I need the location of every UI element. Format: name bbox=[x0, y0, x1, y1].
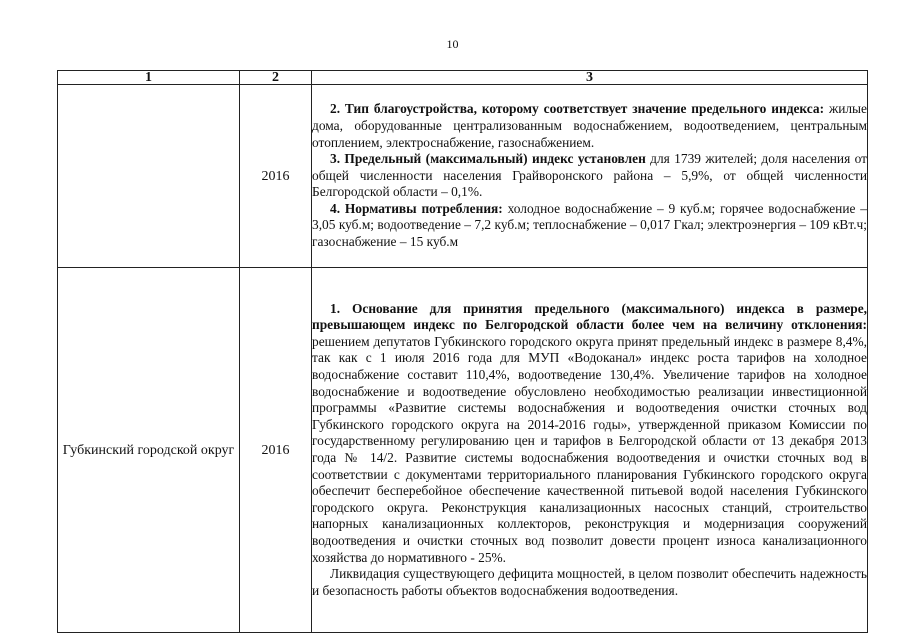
table-header-row bbox=[58, 71, 868, 85]
paragraph bbox=[312, 151, 867, 201]
paragraph-text: холодное водоснабжение – 9 куб.м; горячее водоснабжение – 3,05 куб.м; водоотведение – 7,2 куб.м; теплоснабжение – 0,017 Гкал; электроэнергия – 109 кВт.ч; газоснабжение – 15 куб.м bbox=[312, 200, 867, 250]
paragraph-heading: 4. Нормативы потребления: bbox=[330, 200, 503, 216]
paragraph-text: решением депутатов Губкинского городского округа принят предельный индекс в размере 8,4%, так как с 1 июля 2016 года для МУП «Водоканал» индекс роста тарифов на холодное водоснабжение составит 110,4%, водоотведение 130,4%. Увеличение тарифов на холодное водоснабжение и водоотведение обусловлено необходимостью реализации инвестиционной программы «Развитие системы водоснабжения и водоотведения очистки сточных вод Губкинского городского округа на 2014-2016 годы», утвержденной приказом Комиссии по государственному регулированию цен и тарифов в Белгородской области от 13 декабря 2013 года № 14/2. Развитие системы водоснабжения водоотведения и очистки сточных вод в соответствии с документами территориального планирования Губкинского городского округа обеспечит бесперебойное обеспечение качественной питьевой водой населения Губкинского городского округа. Реконструкция канализационных насосных станций, строительство напорных канализационных коллекторов, реконструкция и модернизация сооружений водоотведения и очистки сточных вод позволит довести процент износа канализационного хозяйства до нормативного - 25%. bbox=[312, 333, 867, 565]
paragraph bbox=[312, 566, 867, 599]
table-row bbox=[58, 85, 868, 268]
column-header-2: 2 bbox=[240, 71, 312, 85]
paragraph-heading: 2. Тип благоустройства, которому соответствует значение предельного индекса: bbox=[330, 101, 825, 117]
paragraph-heading: 1. Основание для принятия предельного (максимального) индекса в размере, превышающем индекс по Белгородской области более чем на величину отклонения: bbox=[312, 300, 867, 333]
paragraph-heading: 3. Предельный (максимальный) индекс установлен bbox=[330, 151, 646, 167]
paragraph-text: жилые дома, оборудованные централизованным водоснабжением, водоотведением, центральным отоплением, электроснабжение, газоснабжением. bbox=[312, 101, 867, 150]
year-cell: 2016 bbox=[240, 85, 312, 268]
document-table bbox=[57, 70, 868, 633]
year-cell: 2016 bbox=[240, 268, 312, 633]
table-row bbox=[58, 268, 868, 633]
paragraph bbox=[312, 101, 867, 151]
paragraph bbox=[312, 301, 867, 567]
description-cell bbox=[312, 85, 868, 268]
paragraph-text: Ликвидация существующего дефицита мощностей, в целом позволит обеспечить надежность и безопасность работы объектов водоснабжения водоотведения. bbox=[312, 566, 867, 598]
page-number: 10 bbox=[446, 37, 459, 51]
column-header-3: 3 bbox=[312, 71, 868, 85]
municipality-cell bbox=[58, 85, 240, 268]
paragraph bbox=[312, 201, 867, 251]
column-header-1: 1 bbox=[58, 71, 240, 85]
description-cell bbox=[312, 268, 868, 633]
paragraph-text: для 1739 жителей; доля населения от общей численности населения Грайворонского района – 5,9%, от общей численности Белгородской области – 0,1%. bbox=[312, 151, 867, 200]
municipality-cell: Губкинский городской округ bbox=[58, 268, 240, 633]
